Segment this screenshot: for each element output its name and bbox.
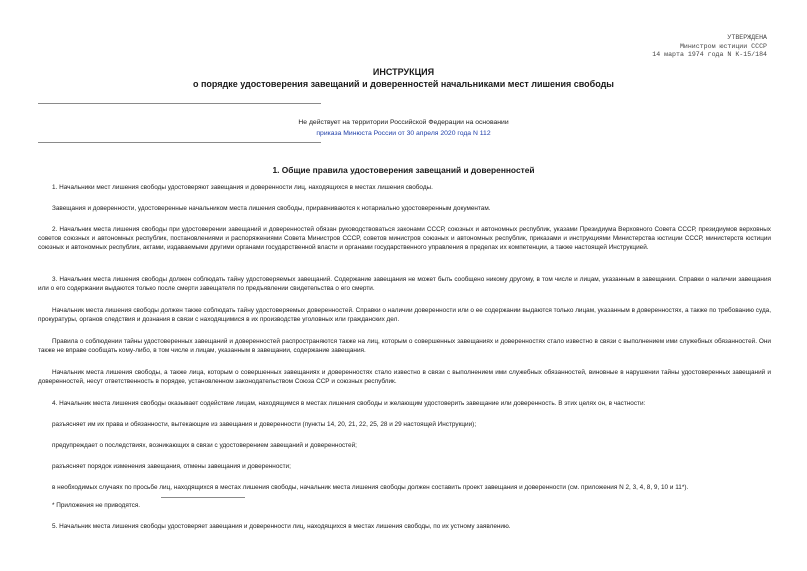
footnote: * Приложения не приводятся. [52,502,141,509]
paragraph-4: 3. Начальник места лишения свободы должен соблюдать тайну удостоверяемых завещаний. Содержание завещания не может быть сообщено никому другому, в том числе и лицам, указанным в завещании. Справки о наличии завещания или о его содержании выдаются только после смерти завещателя по предъявлении свидетельства о его смерти. [38,276,771,292]
document-title [0,66,807,90]
notice-order-link[interactable]: приказа Минюста России от 30 апреля 2020 года N 112 [316,130,491,137]
paragraph-12: в необходимых случаях по просьбе лиц, находящихся в местах лишения свободы, начальник места лишения свободы должен составить проект завещания и доверенности (см. приложения N 2, 3, 4, 8, 9, 10 и 11*). [52,484,689,491]
paragraph-1: 1. Начальники мест лишения свободы удостоверяют завещания и доверенности лиц, находящихся в местах лишения свободы. [52,184,433,191]
paragraph-9: разъясняет им их права и обязанности, вытекающие из завещания и доверенности (пункты 14, 20, 21, 22, 25, 28 и 29 настоящей Инструкции); [52,421,477,428]
status-notice [0,117,807,139]
title-main: ИНСТРУКЦИЯ [372,67,435,77]
title-subtitle: о порядке удостоверения завещаний и доверенностей начальниками мест лишения свободы [192,79,614,89]
paragraph-11: разъясняет порядок изменения завещания, отмены завещания и доверенности; [52,463,291,470]
divider-bottom [38,142,321,143]
notice-text: Не действует на территории Российской Федерации на основании [298,119,509,126]
paragraph-7: Начальник места лишения свободы, а также лица, которым о совершенных завещаниях и доверенностях стало известно в связи с выполнением ими служебных обязанностей, виновные в нарушении тайны удостоверенных завещаний и доверенностей, несут ответственность в порядке, установленном законодательством Союза ССР и союзных республик. [38,369,771,385]
footnote-divider [161,497,245,498]
paragraph-10: предупреждает о последствиях, возникающих в связи с удостоверением завещаний и доверенностей; [52,442,357,449]
paragraph-13: 5. Начальник места лишения свободы удостоверяет завещания и доверенности лиц, находящихся в местах лишения свободы, по их устному заявлению. [52,523,511,530]
paragraph-5: Начальник места лишения свободы должен также соблюдать тайну удостоверяемых доверенностей. Справки о наличии доверенности или о ее содержании выдаются только лицам, указанным в доверенностях, а также по требованию суда, прокуратуры, органов следствия и дознания в связи с находящимися в их производстве уголовных или гражданских дел. [38,307,771,323]
section-heading: 1. Общие правила удостоверения завещаний и доверенностей [272,165,535,175]
paragraph-6: Правила о соблюдении тайны удостоверенных завещаний и доверенностей распространяются также на лиц, которым о совершенных завещаниях и доверенностях стало известно в связи с выполнением ими служебных обязанностей. Они также не вправе сообщать кому-либо, в том числе и лицам, указанным в завещании, содержание завещания. [38,338,771,354]
paragraph-2: Завещания и доверенности, удостоверенные начальником места лишения свободы, приравниваются к нотариально удостоверенным документам. [52,205,491,212]
approval-line-approved: УТВЕРЖДЕНА [727,34,767,41]
approval-line-ministry: Министром юстиции СССР [679,42,767,50]
approval-stamp [467,34,767,60]
paragraph-8: 4. Начальник места лишения свободы оказывает содействие лицам, находящимся в местах лишения свободы и желающим удостоверить завещание или доверенность. В этих целях он, в частности: [52,400,646,407]
paragraph-3: 2. Начальник места лишения свободы при удостоверении завещаний и доверенностей обязан руководствоваться законами СССР, союзных и автономных республик, указами Президиума Верховного Совета СССР, президиумов верховных советов союзных и автономных республик, постановлениями и распоряжениями Совета Министров СССР, советов министров союзных и автономных республик, приказами и инструкциями Министерства юстиции СССР, министерств юстиции союзных и автономных республик, актами, издаваемыми другими органами государственной власти и органами государственного управления в пределах их компетенции, а также настоящей Инструкцией. [38,226,771,251]
approval-line-date: 14 марта 1974 года N К-15/184 [652,51,767,59]
divider-top [38,103,321,104]
